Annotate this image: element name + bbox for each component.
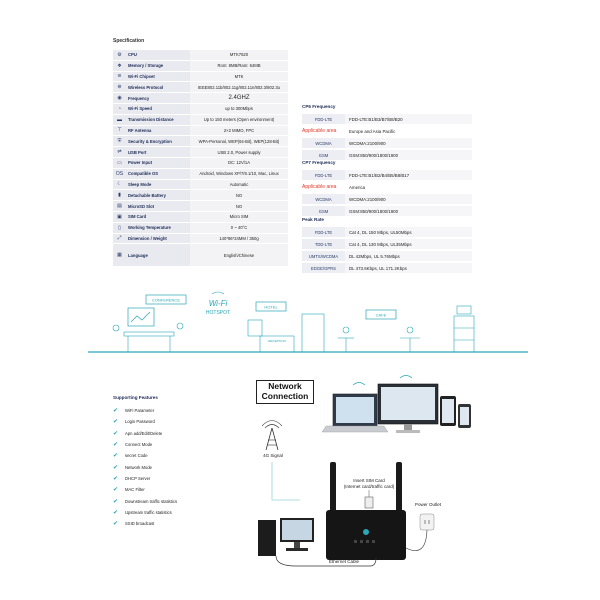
sim-icon: ▣: [113, 212, 126, 222]
spec-label: CPU: [126, 50, 190, 60]
feature-label: Network Mode: [125, 464, 152, 470]
cp7-title: CP7 Frequency: [302, 160, 336, 165]
antenna-icon: ⊤: [113, 126, 126, 136]
distance-icon: ▬: [113, 115, 126, 125]
wireless-icon: ⊛: [113, 82, 126, 92]
check-icon: ✔: [113, 464, 119, 471]
spec-value: USB 2.0, Power supply: [190, 147, 288, 157]
spec-label: Sleep Mode: [126, 180, 190, 190]
feature-label: Apn add/Edit/Delete: [125, 430, 163, 436]
spec-label: Wi-Fi Chipset: [126, 72, 190, 82]
spec-label: Memory / Storage: [126, 61, 190, 71]
spec-label: Compatible OS: [126, 169, 190, 179]
spec-label: Dimension / Weight: [126, 234, 190, 244]
peak-title: Peak Rate: [302, 217, 324, 222]
spec-value: 2×2 MIMO, FPC: [190, 126, 288, 136]
spec-value: 2.4GHZ: [190, 93, 288, 103]
feature-label: secret Code: [125, 453, 148, 459]
power-outlet-icon: [420, 514, 434, 530]
spec-label: SIM Card: [126, 212, 190, 222]
sim-card-icon: [365, 497, 373, 508]
cp6-value: WCDMA:2100/900: [345, 138, 472, 148]
network-connection-title: Network Connection: [256, 380, 314, 404]
reception-label: RECEPTION: [268, 339, 286, 343]
spec-value: IEEE802.11b/802.11g/802.11n/802.3/802.3u: [190, 82, 288, 92]
peak-key: UMTS/WCDMA: [302, 251, 345, 261]
spec-label: RF Antenna: [126, 126, 190, 136]
feature-label: DHCP Server: [125, 475, 151, 481]
sleep-icon: ☾: [113, 180, 126, 190]
spec-value: 140*86*24MM / 350g: [190, 234, 288, 244]
check-icon: ✔: [113, 419, 119, 426]
cp7-value: GSM:850/900/1800/1900: [345, 206, 472, 216]
cell-tower-icon: [262, 421, 282, 451]
usb-icon: ⇌: [113, 147, 126, 157]
spec-value: Android, Windows XP/7/8.1/10, Mac, Linux: [190, 169, 288, 179]
spec-title: Specification: [113, 38, 145, 44]
cp7-value: America: [349, 184, 366, 190]
spec-label: Transmission Distance: [126, 115, 190, 125]
spec-label: MicroSD Slot: [126, 201, 190, 211]
cp7-value: WCDMA:2100/900: [345, 194, 472, 204]
check-icon: ✔: [113, 509, 119, 516]
signal-label: 4G Signal: [263, 453, 283, 458]
feature-label: Connect Mode: [125, 442, 153, 448]
peak-key: TDD-LTE: [302, 239, 345, 249]
spec-value: up to 300Mbps: [190, 104, 288, 114]
spec-label: Wireless Protocol: [126, 82, 190, 92]
spec-value: Automatic: [190, 180, 288, 190]
cp6-value: Europe and Asia Pacific: [349, 128, 396, 134]
microsd-icon: ▤: [113, 201, 126, 211]
desktop-pc-icon: [258, 518, 314, 556]
spec-value: NO: [190, 201, 288, 211]
dimension-icon: ⤢: [113, 234, 126, 244]
feature-label: Downstream traffic statistics: [125, 498, 178, 504]
spec-label: Language: [126, 244, 190, 266]
feature-label: WiFi Parameter: [125, 408, 155, 414]
spec-value: English/Chinese: [190, 244, 288, 266]
hotspot-label: HOTSPOT: [205, 310, 231, 316]
cafe-label: CAFE: [375, 312, 387, 318]
speed-icon: ◔: [113, 104, 126, 114]
cp7-key: FDD-LTE: [302, 170, 345, 180]
spec-value: NO: [190, 190, 288, 200]
spec-value: WPA-Personal, WEP(64-Bit), WEP(128-Bit): [190, 136, 288, 146]
feature-label: Upstream traffic statistics: [125, 509, 172, 515]
spec-label: Frequency: [126, 93, 190, 103]
check-icon: ✔: [113, 487, 119, 494]
wifi-label: Wi-Fi: [208, 299, 228, 308]
battery-icon: ▮: [113, 190, 126, 200]
feature-label: Login Password: [125, 419, 155, 425]
wifi-icon: ≋: [113, 72, 126, 82]
spec-value: MTK7620: [190, 50, 288, 60]
check-icon: ✔: [113, 442, 119, 449]
spec-value: MTK: [190, 72, 288, 82]
security-icon: ⛨: [113, 136, 126, 146]
peak-key: FDD-LTE: [302, 227, 345, 237]
spec-value: Rom: 8MB/Ram: 64MB: [190, 61, 288, 71]
cpu-icon: ⚙: [113, 50, 126, 60]
os-icon: OS: [113, 169, 126, 179]
cp6-title: CP6 Frequency: [302, 104, 336, 109]
spec-value: Micro SIM: [190, 212, 288, 222]
feature-label: MAC Filter: [125, 487, 145, 493]
peak-key: EDGE/GPRS: [302, 263, 345, 273]
check-icon: ✔: [113, 475, 119, 482]
router-icon: [326, 462, 406, 560]
cp6-key: Applicable area: [302, 128, 337, 134]
peak-value: Cat 4, DL 150 Mbps, UL50Mbps: [345, 227, 472, 237]
ethernet-label: Ethernet Cable: [328, 559, 360, 564]
language-icon: ▦: [113, 244, 126, 266]
spec-value: 0 ~ 40°C: [190, 223, 288, 233]
cp7-key: WCDMA: [302, 194, 345, 204]
power-label: Power Outlet: [414, 502, 441, 507]
cp6-key: WCDMA: [302, 138, 345, 148]
spec-label: USB Port: [126, 147, 190, 157]
spec-label: Working Temperature: [126, 223, 190, 233]
frequency-icon: ◉: [113, 93, 126, 103]
check-icon: ✔: [113, 498, 119, 505]
spec-label: Wi-Fi Speed: [126, 104, 190, 114]
cp6-key: GSM: [302, 150, 345, 160]
cp6-key: FDD-LTE: [302, 114, 345, 124]
spec-label: Power Input: [126, 158, 190, 168]
check-icon: ✔: [113, 521, 119, 528]
check-icon: ✔: [113, 430, 119, 437]
spec-label: Security & Encryption: [126, 136, 190, 146]
peak-value: DL 473.6Kbps, UL 171.2Kbps: [345, 263, 472, 273]
hotel-label: HOTEL: [264, 304, 278, 310]
check-icon: ✔: [113, 408, 119, 415]
cp7-key: GSM: [302, 206, 345, 216]
features-title: Supporting Features: [113, 395, 158, 400]
cp7-value: FDD-LTE:B1/B2/B4/B5/B8/B17: [345, 170, 472, 180]
power-icon: ▭: [113, 158, 126, 168]
cp7-key: Applicable area: [302, 184, 337, 190]
sim-label: Insert SIM Card (Internet card/traffic card): [343, 478, 395, 489]
cp6-value: GSM:850/900/1800/1900: [345, 150, 472, 160]
temperature-icon: ▯: [113, 223, 126, 233]
cp6-value: FDD-LTE:B1/B3/B7/B8/B20: [345, 114, 472, 124]
conference-label: CONFERENCE: [151, 297, 181, 303]
peak-value: Cat 4, DL 130 Mbps, UL35Mbps: [345, 239, 472, 249]
spec-value: DC: 12V/1A: [190, 158, 288, 168]
monitor-icon: [378, 384, 438, 433]
peak-value: DL 42Mbps, UL 5.76Mbps: [345, 251, 472, 261]
spec-label: Detachable Battery: [126, 190, 190, 200]
memory-icon: ❖: [113, 61, 126, 71]
feature-label: SSID broadcast: [125, 521, 155, 527]
spec-value: Up to 150 meters (Open environment): [190, 115, 288, 125]
check-icon: ✔: [113, 453, 119, 460]
